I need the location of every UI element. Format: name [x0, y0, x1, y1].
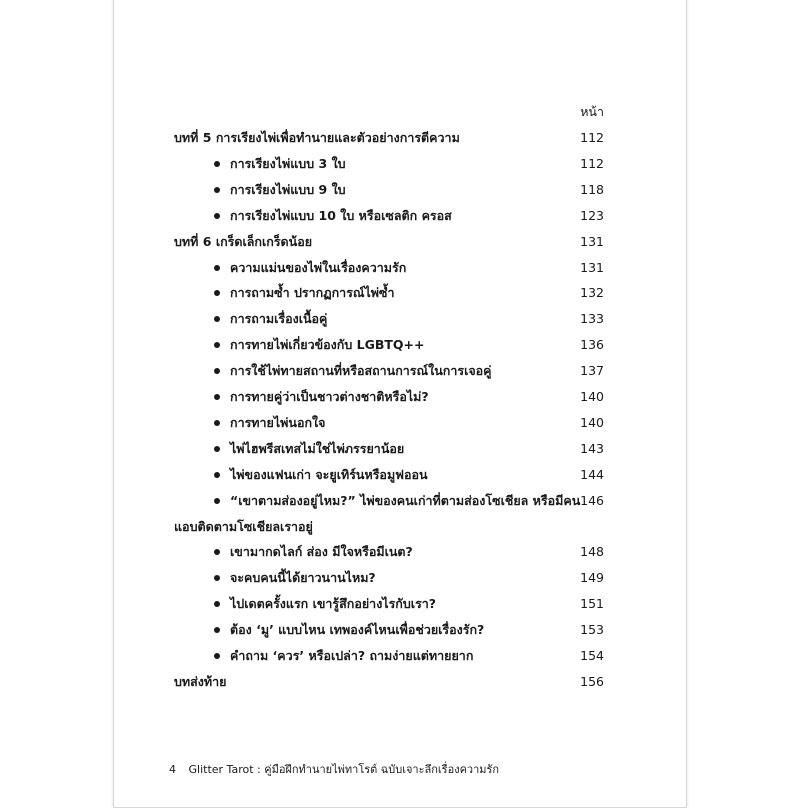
toc-entry-title: จะคบคนนี้ได้ยาวนานไหม? [230, 570, 376, 585]
toc-entry-title: ไพ่ของแฟนเก่า จะยูเทิร์นหรือมูฟออน [230, 467, 428, 482]
toc-entry-row [0, 204, 800, 228]
bullet-icon [214, 420, 220, 426]
toc-entry-page: 131 [580, 260, 604, 275]
toc-entry-page: 143 [580, 441, 604, 456]
toc-entry-row [0, 152, 800, 176]
bullet-icon [214, 498, 220, 504]
toc-entry-page: 144 [580, 467, 604, 482]
toc-continuation-row [0, 515, 800, 539]
toc-chapter-row [0, 670, 800, 694]
toc-entry-row [0, 540, 800, 564]
bullet-icon [214, 549, 220, 555]
toc-entry-row [0, 592, 800, 616]
page-footer [169, 760, 499, 780]
toc-entry-row [0, 618, 800, 642]
toc-entry-title: บทที่ 5 การเรียงไพ่เพื่อทำนายและตัวอย่างการตีความ [174, 130, 460, 145]
toc-entry-page: 146 [580, 493, 604, 508]
toc-entry-title: บทที่ 6 เกร็ดเล็กเกร็ดน้อย [174, 234, 313, 249]
footer-page-number: 4 [169, 763, 176, 776]
bullet-icon [214, 265, 220, 271]
bullet-icon [214, 472, 220, 478]
footer-book-title: Glitter Tarot : คู่มือฝึกทำนายไพ่ทาโรต์ ฉบับเจาะลึกเรื่องความรัก [188, 763, 500, 776]
toc-entry-row [0, 566, 800, 590]
toc-entry-page: 156 [580, 674, 604, 689]
toc-entry-row [0, 256, 800, 280]
toc-entry-title: ไปเดตครั้งแรก เขารู้สึกอย่างไรกับเรา? [230, 596, 437, 611]
toc-entry-title: การถามซ้ำ ปรากฏการณ์ไพ่ซ้ำ [230, 285, 395, 300]
toc-entry-title: บทส่งท้าย [174, 674, 227, 689]
toc-entry-row [0, 644, 800, 668]
toc-entry-title: การใช้ไพ่ทายสถานที่หรือสถานการณ์ในการเจอคู่ [230, 363, 492, 378]
toc-entry-title: เขามากดไลก์ ส่อง มีใจหรือมีเนต? [230, 544, 413, 559]
toc-chapter-row [0, 126, 800, 150]
toc-entry-row [0, 463, 800, 487]
toc-entry-page: 131 [580, 234, 604, 249]
toc-entry-title: การเรียงไพ่แบบ 9 ใบ [230, 182, 346, 197]
bullet-icon [214, 213, 220, 219]
toc-entry-row [0, 307, 800, 331]
toc-entry-page: 123 [580, 208, 604, 223]
toc-entry-page: 154 [580, 648, 604, 663]
toc-entry-title: การถามเรื่องเนื้อคู่ [230, 311, 328, 326]
toc-entry-row [0, 437, 800, 461]
bullet-icon [214, 601, 220, 607]
bullet-icon [214, 316, 220, 322]
toc-entry-page: 118 [580, 182, 604, 197]
toc-entry-title: ไพ่ไฮพรีสเทสไม่ใช่ไพ่ภรรยาน้อย [230, 441, 405, 456]
bullet-icon [214, 575, 220, 581]
toc-entry-page: 132 [580, 285, 604, 300]
toc-entry-row [0, 178, 800, 202]
bullet-icon [214, 446, 220, 452]
toc-entry-title: การทายไพ่เกี่ยวข้องกับ LGBTQ++ [230, 337, 425, 352]
toc-entry-row [0, 281, 800, 305]
toc-entry-page: 151 [580, 596, 604, 611]
bullet-icon [214, 290, 220, 296]
toc-entry-title: ต้อง ‘มู’ แบบไหน เทพองค์ไหนเพื่อช่วยเรื่องรัก? [230, 622, 485, 637]
toc-entry-title: การทายไพ่นอกใจ [230, 415, 326, 430]
toc-entry-title: แอบติดตามโซเชียลเราอยู่ [174, 519, 313, 534]
bullet-icon [214, 187, 220, 193]
toc-entry-page: 112 [580, 156, 604, 171]
bullet-icon [214, 368, 220, 374]
toc-entry-title: การเรียงไพ่แบบ 10 ใบ หรือเซลติก ครอส [230, 208, 452, 223]
toc-entry-page: 136 [580, 337, 604, 352]
toc-entry-page: 153 [580, 622, 604, 637]
bullet-icon [214, 161, 220, 167]
bullet-icon [214, 653, 220, 659]
toc-entry-row [0, 411, 800, 435]
toc-entry-page: 140 [580, 389, 604, 404]
toc-entry-row [0, 359, 800, 383]
toc-entry-row [0, 489, 800, 513]
toc-entry-page: 148 [580, 544, 604, 559]
bullet-icon [214, 394, 220, 400]
bullet-icon [214, 627, 220, 633]
toc-entry-page: 133 [580, 311, 604, 326]
toc-entry-row [0, 385, 800, 409]
toc-chapter-row [0, 230, 800, 254]
toc-entry-page: 137 [580, 363, 604, 378]
bullet-icon [214, 342, 220, 348]
toc-entry-page: 140 [580, 415, 604, 430]
toc-entry-title: คำถาม ‘ควร’ หรือเปล่า? ถามง่ายแต่ทายยาก [230, 648, 474, 663]
toc-entry-row [0, 333, 800, 357]
toc-entry-page: 112 [580, 130, 604, 145]
toc-entry-title: การทายคู่ว่าเป็นชาวต่างชาติหรือไม่? [230, 389, 429, 404]
toc-entry-title: “เขาตามส่องอยู่ไหม?” ไพ่ของคนเก่าที่ตามส่องโซเชียล หรือมีคน [230, 493, 581, 508]
toc-entry-page: 149 [580, 570, 604, 585]
toc-entry-title: ความแม่นของไพ่ในเรื่องความรัก [230, 260, 407, 275]
toc-entry-title: การเรียงไพ่แบบ 3 ใบ [230, 156, 346, 171]
page-column-label: หน้า [580, 104, 604, 119]
